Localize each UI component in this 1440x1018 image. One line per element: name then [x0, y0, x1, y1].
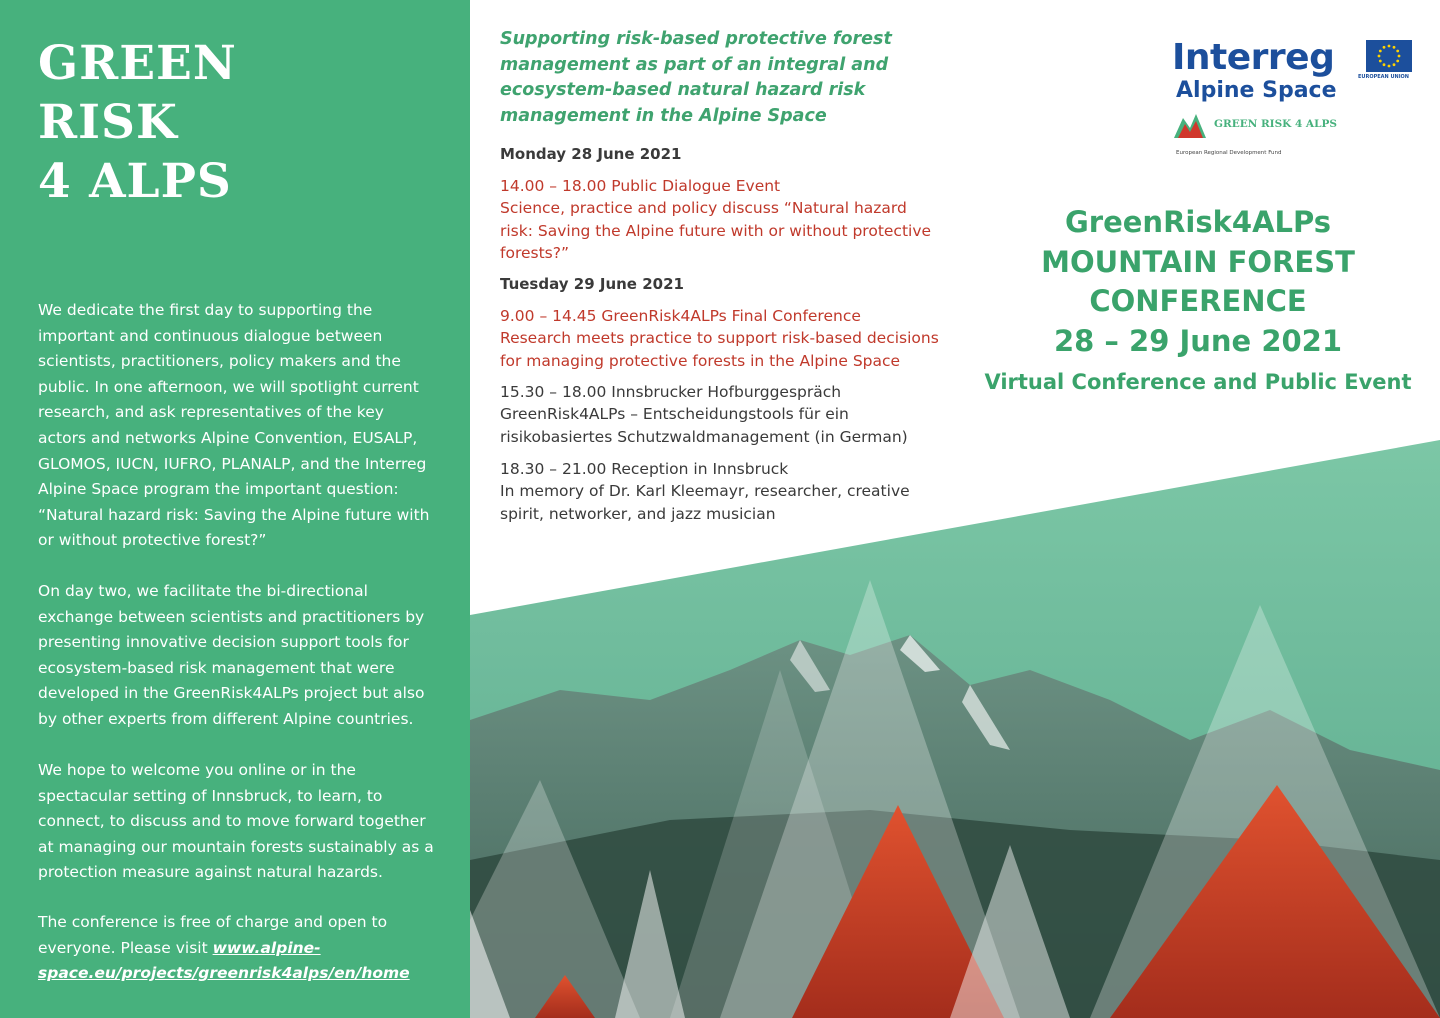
conference-title — [980, 203, 1416, 361]
day-two-heading: Tuesday 29 June 2021 — [500, 275, 684, 293]
event-final-conference-desc: Research meets practice to support risk-based decisions for managing protective forests in the Alpine Space — [500, 329, 939, 370]
event-final-conference — [500, 305, 940, 372]
logo-project-name: GREEN RISK 4 ALPS — [1214, 118, 1337, 130]
program-subtitle: Supporting risk-based protective forest management as part of an integral and ecosystem-based natural hazard risk management in the Alpine Space — [500, 29, 892, 126]
conference-title-line-2: MOUNTAIN FOREST — [1041, 244, 1355, 279]
logo-fund-caption: European Regional Development Fund — [1176, 150, 1282, 156]
conference-dates: 28 – 29 June 2021 — [1053, 323, 1343, 358]
conference-title-line-1: GreenRisk4ALPs — [1064, 205, 1331, 239]
eu-flag-icon — [1366, 40, 1412, 72]
mountain-forest-artwork — [470, 440, 1440, 1018]
conference-title-line-3: CONFERENCE — [1089, 284, 1307, 318]
left-panel — [0, 0, 470, 1018]
brand-title — [38, 34, 237, 211]
event-public-dialogue — [500, 175, 940, 265]
brand-line-1: GREEN — [38, 36, 237, 91]
registration-text: The conference is free of charge and open to everyone. Please visit — [38, 913, 388, 957]
logo-interreg-text: Interreg — [1172, 37, 1335, 78]
event-final-conference-time: 9.00 – 14.45 GreenRisk4ALPs Final Conference — [500, 307, 861, 325]
green-risk-mountain-icon — [1174, 112, 1206, 138]
event-hofburggespraech — [500, 381, 940, 448]
intro-paragraph-welcome: We hope to welcome you online or in the spectacular setting of Innsbruck, to learn, to connect, to discuss and to move forward together at managing our mountain forests sustainably as a protection measure against natural hazards. — [38, 761, 434, 882]
event-reception-time: 18.30 – 21.00 Reception in Innsbruck — [500, 460, 789, 478]
interreg-logo — [1172, 36, 1422, 166]
logo-alpine-space-text: Alpine Space — [1176, 78, 1337, 103]
event-hofburggespraech-desc: GreenRisk4ALPs – Entscheidungstools für ein risikobasiertes Schutzwaldmanagement (in German) — [500, 405, 908, 446]
intro-paragraph-day-one: We dedicate the first day to supporting the important and continuous dialogue between scientists, practitioners, policy makers and the public. In one afternoon, we will spotlight current research, and ask representatives of the key actors and networks Alpine Convention, EUSALP, GLOMOS, IUCN, IUFRO, PLANALP, and the Interreg Alpine Space program the important question: “Natural hazard risk: Saving the Alpine future with or without protective forest?” — [38, 301, 430, 550]
intro-paragraph-registration — [38, 910, 436, 987]
event-reception-desc: In memory of Dr. Karl Kleemayr, researcher, creative spirit, networker, and jazz musician — [500, 482, 910, 523]
project-website-link[interactable]: www.alpine-space.eu/projects/greenrisk4alps/en/home — [38, 938, 410, 983]
intro-paragraph-day-two: On day two, we facilitate the bi-directional exchange between scientists and practitioners by presenting innovative decision support tools for ecosystem-based risk management that were developed in the GreenRisk4ALPs project but also by other experts from different Alpine countries. — [38, 582, 425, 728]
event-hofburggespraech-time: 15.30 – 18.00 Innsbrucker Hofburggespräch — [500, 383, 842, 401]
brand-line-3: 4 ALPS — [38, 154, 232, 209]
brand-line-2: RISK — [38, 95, 178, 150]
conference-subtitle: Virtual Conference and Public Event — [984, 370, 1412, 394]
day-one-heading: Monday 28 June 2021 — [500, 145, 682, 163]
eu-caption: EUROPEAN UNION — [1358, 74, 1409, 80]
event-public-dialogue-desc: Science, practice and policy discuss “Natural hazard risk: Saving the Alpine future with or without protective forests?” — [500, 199, 932, 263]
event-public-dialogue-time: 14.00 – 18.00 Public Dialogue Event — [500, 177, 781, 195]
